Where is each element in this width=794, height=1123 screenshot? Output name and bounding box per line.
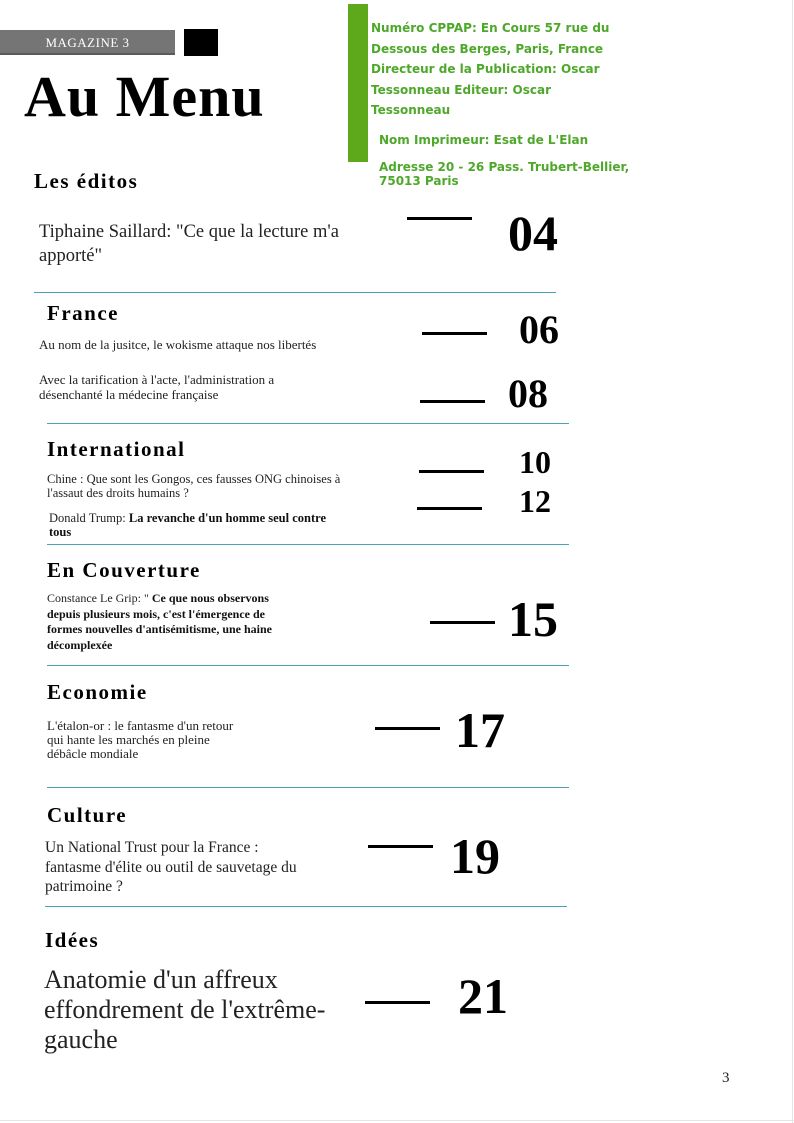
dash-separator: [420, 400, 485, 403]
page-number-ref[interactable]: 19: [450, 828, 500, 884]
publication-info: Numéro CPPAP: En Cours 57 rue du Dessous des Berges, Paris, France Directeur de la Publication: Oscar Tessonneau Editeur: Oscar Tessonneau: [371, 21, 610, 117]
printer-address: Adresse 20 - 26 Pass. Trubert-Bellier, 75013 Paris: [379, 160, 630, 188]
dash-separator: [417, 507, 482, 510]
dash-separator: [365, 1001, 430, 1004]
article-title[interactable]: Chine : Que sont les Gongos, ces fausses ONG chinoises à l'assaut des droits humains ?: [47, 472, 341, 500]
section-divider: [47, 665, 569, 666]
dash-separator: [422, 332, 487, 335]
article-title[interactable]: [47, 591, 297, 653]
section-title-culture: Culture: [47, 803, 128, 827]
article-title[interactable]: Un National Trust pour la France : fantasme d'élite ou outil de sauvetage du patrimoine ?: [45, 839, 297, 895]
section-title-international: International: [47, 437, 186, 461]
dash-separator: [375, 727, 440, 730]
section-title-idees: Idées: [45, 928, 100, 952]
page-title: Au Menu: [24, 64, 265, 129]
page-number-ref[interactable]: 21: [458, 968, 508, 1024]
article-title[interactable]: Tiphaine Saillard: "Ce que la lecture m'a apporté": [39, 222, 339, 266]
section-title-couverture: En Couverture: [47, 558, 201, 582]
section-divider: [47, 544, 569, 545]
article-title[interactable]: L'étalon-or : le fantasme d'un retour qui hante les marchés en pleine débâcle mondiale: [47, 718, 234, 761]
article-title[interactable]: Avec la tarification à l'acte, l'administration a désenchanté la médecine française: [39, 372, 275, 402]
article-author: Donald Trump:: [49, 511, 129, 525]
printer-name: Nom Imprimeur: Esat de L'Elan: [379, 133, 589, 147]
page-edge-bottom: [0, 1120, 794, 1121]
dash-separator: [419, 470, 484, 473]
article-headline: Ce que nous observons depuis plusieurs mois, c'est l'émergence de formes nouvelles d'antisémitisme, une haine décomplexée: [47, 591, 272, 652]
article-author: Constance Le Grip: ": [47, 591, 152, 605]
article-title[interactable]: [49, 511, 349, 539]
green-accent-bar: [348, 4, 368, 162]
magazine-label: MAGAZINE 3: [0, 30, 175, 55]
section-title-editos: Les éditos: [34, 169, 139, 193]
page-number-ref[interactable]: 17: [455, 702, 505, 758]
page-number-ref[interactable]: 12: [519, 483, 551, 519]
dash-separator: [430, 621, 495, 624]
section-title-france: France: [47, 301, 119, 325]
section-divider: [34, 292, 556, 293]
dash-separator: [407, 217, 472, 220]
article-title[interactable]: Au nom de la jusitce, le wokisme attaque nos libertés: [39, 337, 317, 352]
page-number-ref[interactable]: 04: [508, 205, 558, 261]
dash-separator: [368, 845, 433, 848]
page-number-ref[interactable]: 08: [508, 371, 548, 416]
page-number-ref[interactable]: 15: [508, 591, 558, 647]
section-divider: [47, 423, 569, 424]
article-headline: La revanche d'un homme seul contre tous: [49, 511, 326, 539]
page-edge-right: [792, 0, 793, 1123]
page-number-ref[interactable]: 06: [519, 307, 559, 352]
decorative-black-square: [184, 29, 218, 56]
article-title[interactable]: Anatomie d'un affreux effondrement de l'extrême-gauche: [44, 965, 326, 1054]
printer-info-block: [379, 133, 639, 188]
section-title-economie: Economie: [47, 680, 148, 704]
page-number-ref[interactable]: 10: [519, 444, 551, 480]
section-divider: [47, 787, 569, 788]
page-number: 3: [722, 1070, 730, 1086]
section-divider: [45, 906, 567, 907]
